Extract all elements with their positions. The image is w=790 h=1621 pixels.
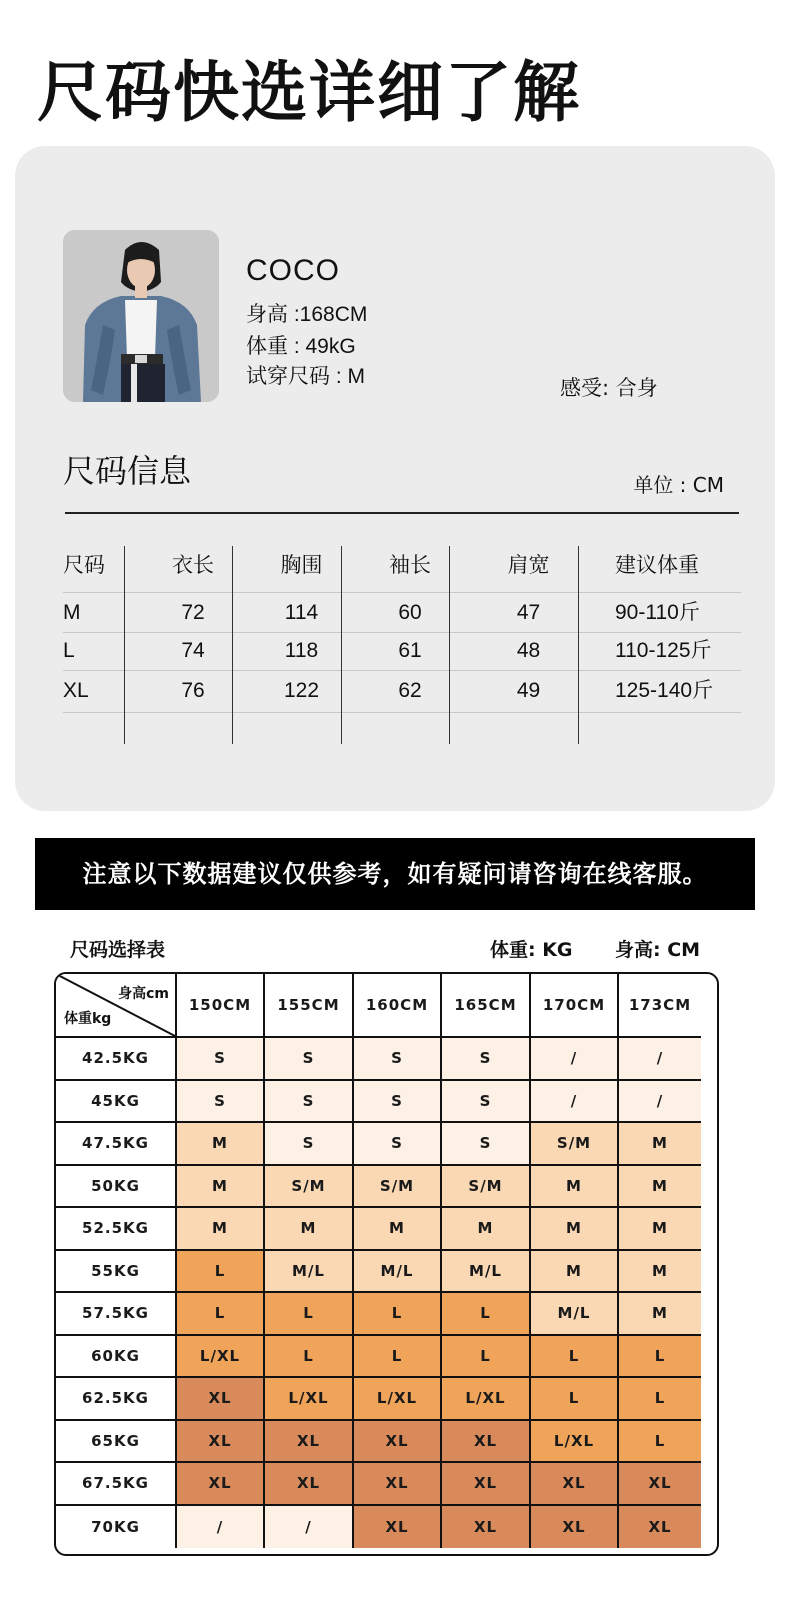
weight-row-label: 47.5KG [56, 1123, 177, 1166]
size-table-row [63, 671, 741, 711]
size-recommendation-cell: M [619, 1251, 701, 1294]
size-recommendation-cell: M [177, 1123, 265, 1166]
size-table-cell: 62 [398, 679, 422, 702]
size-recommendation-cell: L [354, 1336, 442, 1379]
weight-row-label: 67.5KG [56, 1463, 177, 1506]
size-recommendation-cell: L/XL [354, 1378, 442, 1421]
size-table-header-cell: 尺码 [63, 554, 105, 577]
size-recommendation-cell: M [619, 1123, 701, 1166]
size-table-header-cell: 袖长 [389, 554, 431, 577]
size-info-title: 尺码信息 [63, 452, 192, 490]
size-recommendation-cell: XL [265, 1421, 354, 1464]
size-recommendation-cell: S/M [354, 1166, 442, 1209]
size-recommendation-cell: M [265, 1208, 354, 1251]
size-recommendation-cell: S [442, 1123, 531, 1166]
model-photo [63, 230, 219, 402]
size-table-cell: 90-110斤 [615, 601, 700, 624]
size-recommendation-cell: M [531, 1208, 619, 1251]
size-table-cell: 118 [284, 639, 319, 662]
size-table-cell: 47 [516, 601, 541, 624]
size-recommendation-cell: L [442, 1293, 531, 1336]
height-header-cell: 173CM [619, 974, 701, 1038]
size-recommendation-cell: M [619, 1293, 701, 1336]
size-recommendation-cell: S [177, 1081, 265, 1124]
size-recommendation-cell: XL [354, 1463, 442, 1506]
size-table-row [63, 593, 741, 633]
weight-row-label: 70KG [56, 1506, 177, 1549]
size-table-cell: 110-125斤 [615, 639, 712, 662]
size-recommendation-cell: M [177, 1208, 265, 1251]
size-recommendation-cell: XL [442, 1506, 531, 1549]
size-recommendation-cell: XL [354, 1506, 442, 1549]
corner-height-label: 身高cm [118, 986, 169, 1002]
size-recommendation-cell: L/XL [531, 1421, 619, 1464]
weight-row-label: 55KG [56, 1251, 177, 1294]
height-header-cell: 155CM [265, 974, 354, 1038]
size-table-cell: 76 [181, 679, 205, 702]
model-card [15, 146, 775, 811]
size-table-header-cell: 建议体重 [615, 554, 699, 577]
size-recommendation-cell: XL [531, 1506, 619, 1549]
size-recommendation-cell: L [442, 1336, 531, 1379]
size-recommendation-cell: S [354, 1038, 442, 1081]
size-recommendation-cell: S/M [442, 1166, 531, 1209]
size-recommendation-cell: L/XL [265, 1378, 354, 1421]
size-recommendation-cell: L/XL [442, 1378, 531, 1421]
grid-corner [56, 974, 177, 1038]
size-recommendation-cell: XL [619, 1506, 701, 1549]
size-recommendation-cell: L [531, 1336, 619, 1379]
size-chart-grid [54, 972, 719, 1556]
size-table-header [63, 546, 741, 586]
size-recommendation-cell: L [619, 1421, 701, 1464]
model-fit-feel: 感受: 合身 [560, 376, 658, 400]
size-table-cell: 72 [181, 601, 205, 624]
size-recommendation-cell: M/L [265, 1251, 354, 1294]
size-recommendation-cell: XL [177, 1378, 265, 1421]
table-column-divider [449, 546, 450, 744]
size-recommendation-cell: S [265, 1081, 354, 1124]
size-table-cell: 60 [398, 601, 422, 624]
size-table-cell: 122 [283, 679, 320, 702]
size-table-cell: XL [63, 679, 89, 702]
size-info-unit: 单位 : CM [633, 473, 724, 497]
height-unit-label: 身高: CM [615, 939, 701, 961]
size-recommendation-cell: S [265, 1123, 354, 1166]
size-recommendation-cell: S [265, 1038, 354, 1081]
table-column-divider [124, 546, 125, 744]
weight-row-label: 60KG [56, 1336, 177, 1379]
height-header-cell: 165CM [442, 974, 531, 1038]
size-recommendation-cell: L [265, 1293, 354, 1336]
size-chart-title: 尺码选择表 [70, 939, 166, 961]
size-recommendation-cell: / [177, 1506, 265, 1549]
table-column-divider [578, 546, 579, 744]
table-column-divider [341, 546, 342, 744]
divider [65, 512, 739, 514]
size-recommendation-cell: M/L [354, 1251, 442, 1294]
weight-row-label: 65KG [56, 1421, 177, 1464]
size-table-header-cell: 衣长 [172, 554, 214, 577]
size-table-cell: 74 [181, 639, 205, 662]
size-recommendation-cell: L/XL [177, 1336, 265, 1379]
height-header-cell: 170CM [531, 974, 619, 1038]
size-recommendation-cell: M [354, 1208, 442, 1251]
model-height: 身高 :168CM [246, 303, 368, 326]
size-recommendation-cell: XL [442, 1421, 531, 1464]
size-recommendation-cell: S [177, 1038, 265, 1081]
size-table-cell: 114 [284, 601, 319, 624]
size-recommendation-cell: S [354, 1123, 442, 1166]
table-column-divider [232, 546, 233, 744]
table-row-divider [63, 592, 741, 593]
size-recommendation-cell: L [265, 1336, 354, 1379]
size-table-cell: L [63, 639, 75, 662]
size-recommendation-cell: XL [177, 1421, 265, 1464]
size-recommendation-cell: S/M [531, 1123, 619, 1166]
size-recommendation-cell: M [531, 1251, 619, 1294]
height-header-cell: 160CM [354, 974, 442, 1038]
weight-row-label: 57.5KG [56, 1293, 177, 1336]
size-table-header-cell: 肩宽 [507, 554, 550, 577]
size-recommendation-cell: XL [354, 1421, 442, 1464]
size-recommendation-cell: XL [531, 1463, 619, 1506]
weight-row-label: 62.5KG [56, 1378, 177, 1421]
size-recommendation-cell: M [177, 1166, 265, 1209]
notice-banner: 注意以下数据建议仅供参考，如有疑问请咨询在线客服。 [35, 838, 755, 910]
page-title: 尺码快选详细了解 [37, 54, 581, 131]
size-table-header-cell: 胸围 [280, 554, 323, 577]
model-trial-size: 试穿尺码 : M [246, 365, 365, 388]
weight-row-label: 52.5KG [56, 1208, 177, 1251]
size-recommendation-cell: S [442, 1081, 531, 1124]
size-recommendation-cell: / [531, 1038, 619, 1081]
size-recommendation-cell: L [177, 1251, 265, 1294]
corner-weight-label: 体重kg [64, 1011, 112, 1027]
model-name: COCO [246, 254, 340, 287]
size-recommendation-cell: S [354, 1081, 442, 1124]
size-table-cell: 48 [516, 639, 541, 662]
size-recommendation-cell: M [619, 1208, 701, 1251]
height-header-cell: 150CM [177, 974, 265, 1038]
size-recommendation-cell: M/L [531, 1293, 619, 1336]
size-table-cell: 125-140斤 [615, 679, 714, 702]
size-table-cell: 49 [516, 679, 541, 702]
size-recommendation-cell: M [442, 1208, 531, 1251]
size-recommendation-cell: / [619, 1038, 701, 1081]
size-recommendation-cell: XL [177, 1463, 265, 1506]
size-table-row [63, 631, 741, 671]
size-recommendation-cell: L [354, 1293, 442, 1336]
size-recommendation-cell: M/L [442, 1251, 531, 1294]
size-recommendation-cell: XL [619, 1463, 701, 1506]
weight-row-label: 45KG [56, 1081, 177, 1124]
size-recommendation-cell: S/M [265, 1166, 354, 1209]
size-recommendation-cell: / [265, 1506, 354, 1549]
size-recommendation-cell: S [442, 1038, 531, 1081]
size-recommendation-cell: L [619, 1336, 701, 1379]
table-row-divider [63, 670, 741, 671]
size-recommendation-cell: XL [442, 1463, 531, 1506]
model-weight: 体重 : 49kG [246, 335, 356, 358]
table-row-divider [63, 712, 741, 713]
size-recommendation-cell: L [531, 1378, 619, 1421]
weight-row-label: 42.5KG [56, 1038, 177, 1081]
size-recommendation-cell: L [177, 1293, 265, 1336]
table-row-divider [63, 632, 741, 633]
weight-unit-label: 体重: KG [490, 939, 573, 961]
size-recommendation-cell: M [619, 1166, 701, 1209]
size-table-cell: 61 [398, 639, 422, 662]
size-recommendation-cell: XL [265, 1463, 354, 1506]
size-recommendation-cell: M [531, 1166, 619, 1209]
weight-row-label: 50KG [56, 1166, 177, 1209]
size-recommendation-cell: / [531, 1081, 619, 1124]
size-recommendation-cell: / [619, 1081, 701, 1124]
size-recommendation-cell: L [619, 1378, 701, 1421]
size-table-cell: M [63, 601, 81, 624]
